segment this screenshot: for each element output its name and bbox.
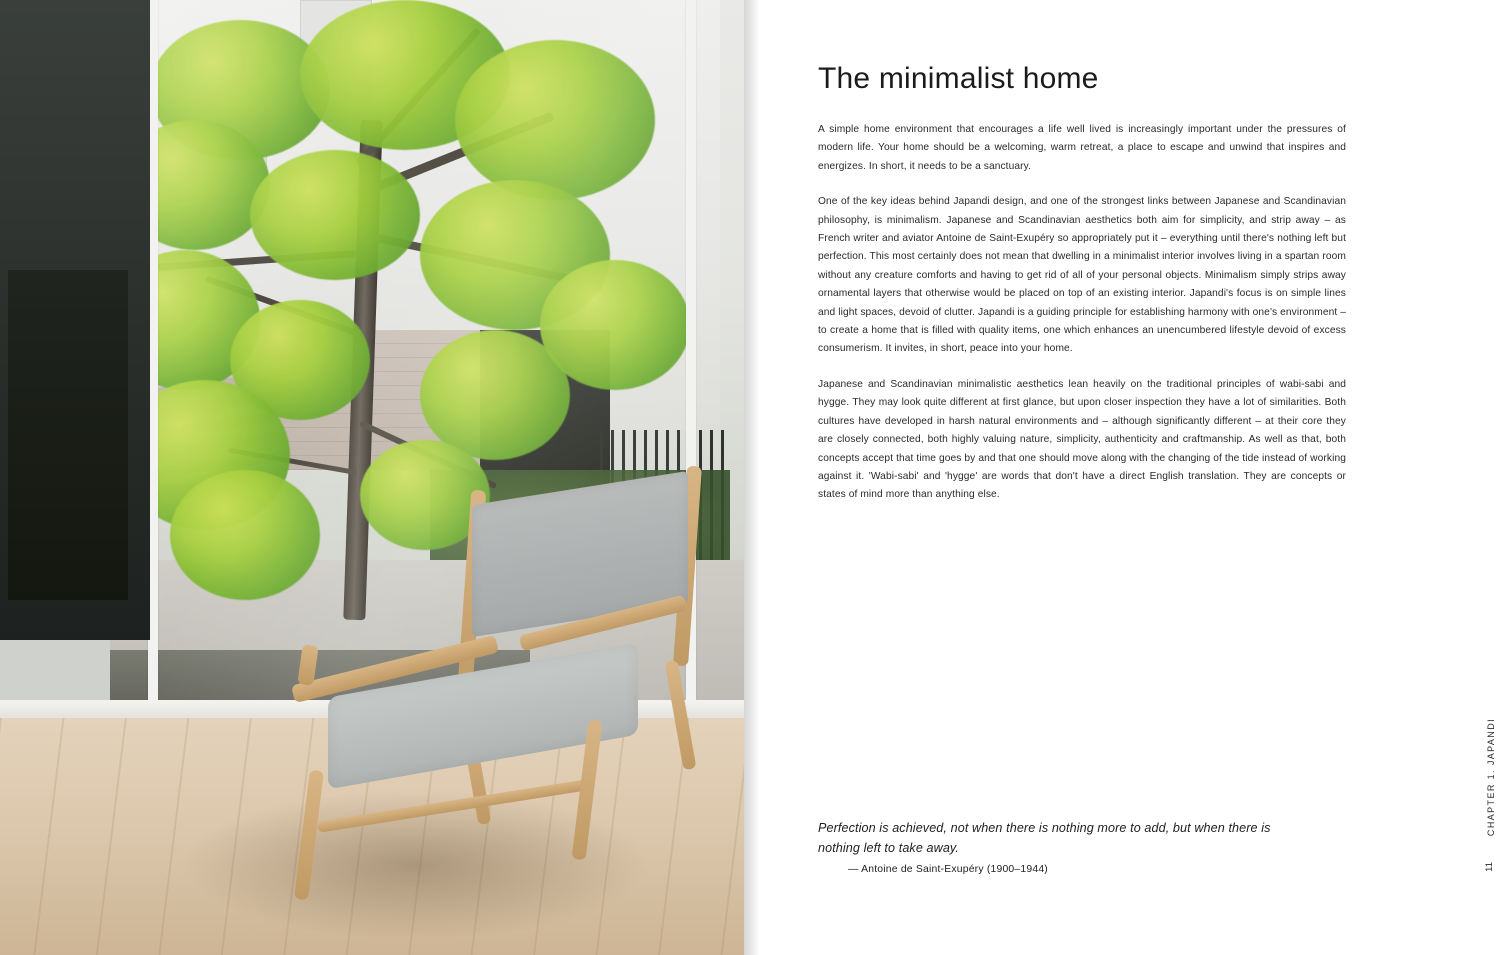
text-page (744, 0, 1500, 955)
interior-wall-recess (8, 270, 128, 600)
pull-quote-text: Perfection is achieved, not when there is nothing more to add, but when there is nothing left to take away. (818, 821, 1271, 855)
article-body (818, 62, 1346, 522)
chair-stretcher-rail (317, 778, 595, 833)
photo-page (0, 0, 744, 955)
chair-leg-back-right (665, 660, 697, 771)
foliage-cluster (455, 40, 655, 200)
chair-leg-front-left (294, 770, 324, 901)
interior-wall (0, 0, 150, 640)
pull-quote-attribution: — Antoine de Saint-Exupéry (1900–1944) (848, 864, 1048, 875)
page-number: 11 (1484, 862, 1495, 872)
interior-photograph (0, 0, 744, 955)
lounge-chair (250, 470, 720, 900)
running-head: CHAPTER 1. JAPANDI (1486, 718, 1496, 837)
body-paragraph: A simple home environment that encourages a life well lived is increasingly important under the pressures of modern life. Your home should be a welcoming, warm retreat, a place to escape and unwind that inspires and energizes. In short, it needs to be a sanctuary. (818, 124, 1346, 172)
foliage-cluster (540, 260, 690, 390)
foliage-cluster (250, 150, 420, 280)
pull-quote (818, 818, 1288, 875)
body-paragraph: Japanese and Scandinavian minimalistic aesthetics lean heavily on the traditional principles of wabi-sabi and hygge. They may look quite different at first glance, but upon closer inspection they have a lot of similarities. Both cultures have developed in harsh natural environments and – although significantly different – at their core they are closely connected, both highly valuing nature, simplicity, authenticity and craftmanship. As well as that, both concepts accept that time goes by and that one should move along with the changing of the tide instead of working against it. 'Wabi-sabi' and 'hygge' are words that don't have a direct English translation. They are concepts or states of mind more than anything else. (818, 378, 1346, 501)
page-title: The minimalist home (818, 62, 1099, 95)
body-paragraph: One of the key ideas behind Japandi design, and one of the strongest links between Japanese and Scandinavian philosophy, is minimalism. Japanese and Scandinavian aesthetics both aim for simplicity, and strip away – as French writer and aviator Antoine de Saint-Exupéry so appropriately put it – everything until there's nothing left but perfection. This most certainly does not mean that dwelling in a minimalist interior involves living in a spartan room without any creature comforts and having to get rid of all of your personal objects. Minimalism simply strips away ornamental layers that otherwise would be placed on top of an existing interior. Japandi's focus is on simple lines and light spaces, devoid of clutter. Japandi is a guiding principle for establishing harmony with one's environment – to create a home that is filled with quality items, one which enhances an unencumbered lifestyle devoid of excess consumerism. It invites, in short, peace into your home. (818, 196, 1346, 355)
